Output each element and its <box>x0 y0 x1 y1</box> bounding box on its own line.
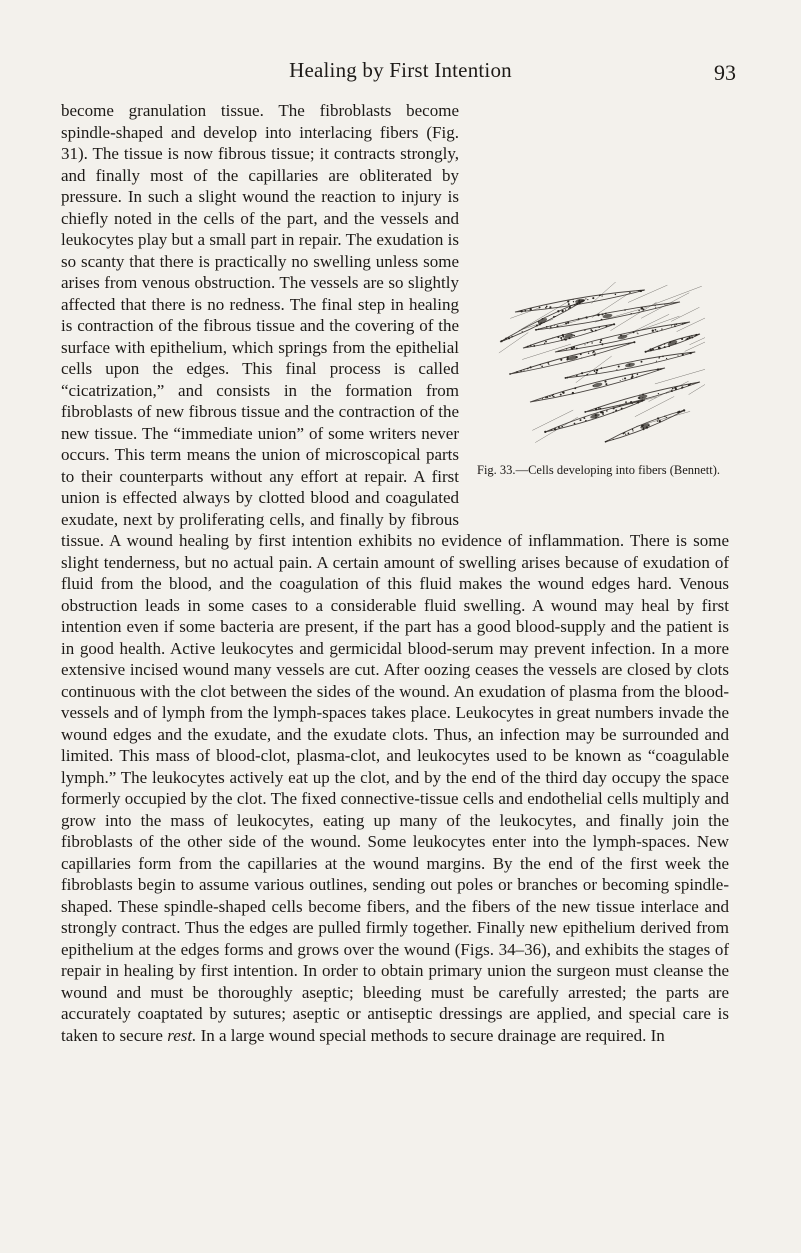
stipple-dot <box>664 346 666 348</box>
stipple-dot <box>688 336 690 338</box>
stipple-dot <box>683 409 685 411</box>
fiber-line <box>614 397 657 408</box>
stipple-dot <box>505 338 506 339</box>
stipple-dot <box>584 411 586 413</box>
stipple-dot <box>580 419 582 421</box>
stipple-dot <box>588 352 589 353</box>
stipple-dot <box>584 330 585 331</box>
stipple-dot <box>576 348 578 350</box>
stipple-dot <box>576 303 578 305</box>
stipple-dot <box>682 354 684 356</box>
stipple-dot <box>664 416 665 417</box>
stipple-dot <box>516 371 518 373</box>
stipple-dot <box>582 300 584 302</box>
stipple-dot <box>637 374 639 376</box>
stipple-dot <box>552 395 554 397</box>
stipple-dot <box>574 304 575 305</box>
stipple-dot <box>584 344 585 345</box>
stipple-dot <box>566 348 567 349</box>
stipple-dot <box>508 337 510 339</box>
stipple-dot <box>595 330 597 332</box>
fibroblast-illustration <box>495 282 705 458</box>
figure-33 <box>477 266 729 516</box>
stipple-dot <box>618 365 620 367</box>
stipple-dot <box>652 348 654 350</box>
stipple-dot <box>694 336 695 337</box>
stipple-dot <box>557 336 559 338</box>
stipple-dot <box>631 377 633 379</box>
stipple-dot <box>591 342 592 343</box>
stipple-dot <box>558 426 560 428</box>
figure-label: Fig. 33. <box>477 463 516 477</box>
fiber-line <box>535 417 578 442</box>
stipple-dot <box>656 361 657 362</box>
stipple-dot <box>633 341 635 343</box>
stipple-dot <box>551 429 552 430</box>
stipple-dot <box>624 432 626 434</box>
stipple-dot <box>560 359 562 361</box>
stipple-dot <box>605 383 607 385</box>
stipple-dot <box>616 369 617 370</box>
stipple-dot <box>640 290 642 292</box>
stipple-dot <box>522 331 523 332</box>
stipple-dot <box>540 364 541 365</box>
stipple-dot <box>691 335 692 336</box>
stipple-dot <box>666 358 667 359</box>
stipple-dot <box>642 290 643 291</box>
stipple-dot <box>527 346 529 348</box>
stipple-dot <box>587 342 589 344</box>
stipple-dot <box>500 340 502 342</box>
stipple-dot <box>661 328 662 329</box>
stipple-dot <box>563 338 565 340</box>
stipple-dot <box>657 368 658 369</box>
stipple-dot <box>560 394 562 396</box>
stipple-dot <box>638 290 640 292</box>
stipple-dot <box>682 323 684 325</box>
stipple-dot <box>548 364 549 365</box>
stipple-dot <box>600 411 602 413</box>
stipple-dot <box>650 349 652 351</box>
stipple-dot <box>674 326 676 328</box>
stipple-dot <box>694 351 695 352</box>
stipple-dot <box>677 411 679 413</box>
stipple-dot <box>593 351 595 353</box>
stipple-dot <box>690 383 691 384</box>
stipple-dot <box>562 392 563 393</box>
stipple-dot <box>546 326 547 327</box>
body-paragraph <box>61 100 729 1046</box>
stipple-dot <box>687 338 689 340</box>
stipple-dot <box>628 343 629 344</box>
stipple-dot <box>655 305 656 306</box>
stipple-dot <box>574 387 576 389</box>
stipple-dot <box>583 417 585 419</box>
stipple-dot <box>606 410 608 412</box>
stipple-dot <box>521 370 522 371</box>
stipple-dot <box>664 304 665 305</box>
stipple-dot <box>552 337 553 338</box>
stipple-dot <box>598 326 599 327</box>
stipple-dot <box>590 329 592 331</box>
stipple-dot <box>560 337 562 339</box>
stipple-dot <box>601 295 602 296</box>
stipple-dot <box>671 325 672 326</box>
stipple-dot <box>598 407 599 408</box>
stipple-dot <box>632 374 633 375</box>
running-head: Healing by First Intention <box>289 58 512 82</box>
stipple-dot <box>632 430 633 431</box>
stipple-dot <box>606 326 608 328</box>
stipple-dot <box>558 351 559 352</box>
stipple-dot <box>660 369 661 370</box>
stipple-dot <box>561 310 563 312</box>
stipple-dot <box>581 357 582 358</box>
stipple-dot <box>657 417 659 419</box>
stipple-dot <box>530 366 532 368</box>
stipple-dot <box>593 354 595 356</box>
stipple-dot <box>549 306 551 308</box>
stipple-dot <box>613 412 614 413</box>
figure-caption-text: —Cells developing into fibers (Bennett). <box>515 463 721 477</box>
stipple-dot <box>511 336 512 337</box>
stipple-dot <box>567 377 568 378</box>
fiber-line <box>522 344 571 359</box>
stipple-dot <box>520 310 522 312</box>
stipple-dot <box>555 316 556 317</box>
stipple-dot <box>662 356 664 358</box>
stipple-dot <box>585 420 587 422</box>
fiber-line <box>635 397 674 417</box>
stipple-dot <box>691 336 693 338</box>
fiber-line <box>685 330 705 351</box>
stipple-dot <box>565 377 567 379</box>
stipple-dot <box>628 432 630 434</box>
stipple-dot <box>624 309 626 311</box>
stipple-dot <box>596 369 598 371</box>
stipple-dot <box>698 334 699 335</box>
stipple-dot <box>621 408 623 410</box>
stipple-dot <box>571 347 573 349</box>
stipple-dot <box>664 343 666 345</box>
stipple-dot <box>625 401 627 403</box>
fiber-line <box>576 356 612 383</box>
stipple-dot <box>595 353 596 354</box>
stipple-dot <box>625 434 626 435</box>
stipple-dot <box>545 341 547 343</box>
stipple-dot <box>523 370 524 371</box>
emphasis-rest: rest. <box>167 1025 197 1045</box>
stipple-dot <box>652 330 654 332</box>
stipple-dot <box>573 299 574 300</box>
stipple-dot <box>544 343 545 344</box>
stipple-dot <box>605 441 607 443</box>
stipple-dot <box>620 380 621 381</box>
stipple-dot <box>601 343 603 345</box>
stipple-dot <box>572 392 574 394</box>
stipple-dot <box>681 338 683 340</box>
stipple-dot <box>636 377 637 378</box>
stipple-dot <box>655 307 656 308</box>
page-header <box>0 58 801 88</box>
body-text-main: become granulation tissue. The fibroblasts become spindle-shaped and develop into interlacing fibers (Fig. 31). The tissue is now fibrous tissue; it contracts strongly, and finally most of the capillaries are obliterated by pressure. In such a slight wound the reaction to injury is chiefly noted in the cells of the part, and the vessels and leukocytes play but a small part in repair. The exudation is so scanty that there is practically no swelling unless some arises from venous obstruction. The vessels are so slightly affected that there is no redness. The final step in healing is contraction of the fibrous tissue and the covering of the surface with epithelium, which springs from the epithelial cells upon the edges. This final process is called “cicatrization,” and consists in the formation from fibroblasts of new fibrous tissue and the contraction of the new tissue. The “immediate union” of some writers never occurs. This term means the union of microscopical parts to their counterparts without any effort at repair. A first union is effected always by clotted blood and coagulated exudate, next by proliferating cells, and finally by fibrous tissue. A wound healing by first intention exhibits no evidence of inflammation. There is some slight tenderness, but no actual pain. A certain amount of swelling arises because of exudation of fluid from the blood, and the coagulation of this fluid makes the wound edges hard. Venous obstruction leads in some cases to a considerable fluid swelling. A wound may heal by first intention even if some bacteria are present, if the part has a good blood-supply and the patient is in good health. Active leukocytes and germicidal blood-serum may prevent infection. In a more extensive incised wound many vessels are cut. After oozing ceases the vessels are closed by clots continuous with the clot between the sides of the wound. An exudation of plasma from the blood-vessels and of lymph from the lymph-spaces takes place. Leukocytes in great numbers invade the wound edges and the exudate, and the exudate clots. Thus, an infection may be surrounded and limited. This mass of blood-clot, plasma-clot, and leukocytes used to be known as “coagulable lymph.” The leukocytes actively eat up the clot, and by the end of the third day occupy the space formerly occupied by the clot. The fixed connective-tissue cells and endothelial cells multiply and grow into the mass of leukocytes, eating up many of the leukocytes, and finally join the fibroblasts of the other side of the wound. Some leukocytes enter into the lymph-spaces. New capillaries form from the capillaries at the wound margins. By the end of the first week the fibroblasts begin to assume various outlines, sending out poles or branches or becoming spindle-shaped. These spindle-shaped cells become fibers, and the fibers of the new tissue interlace and strongly contract. Thus the edges are pulled firmly together. Finally new epithelium derived from epithelium at the edges forms and grows over the wound (Figs. 34–36), and exhibits the stages of repair in healing by first intention. In order to obtain primary union the surgeon must cleanse the wound and must be thoroughly aseptic; bleeding must be carefully arrested; the parts are accurately coaptated by sutures; aseptic or antiseptic dressings are applied, and special care is taken to secure <box>61 101 729 1045</box>
fiber-line <box>654 286 702 304</box>
stipple-dot <box>530 345 532 347</box>
stipple-dot <box>668 345 670 347</box>
stipple-dot <box>625 368 626 369</box>
stipple-dot <box>684 322 685 323</box>
stipple-dot <box>553 316 555 318</box>
stipple-dot <box>557 310 559 312</box>
stipple-dot <box>568 303 570 305</box>
stipple-dot <box>594 370 596 372</box>
stipple-dot <box>604 381 606 383</box>
stipple-dot <box>595 409 596 410</box>
stipple-dot <box>681 386 683 388</box>
stipple-dot <box>527 368 528 369</box>
stipple-dot <box>677 355 678 356</box>
fiber-line <box>636 411 690 426</box>
stipple-dot <box>535 329 537 331</box>
stipple-dot <box>545 397 547 399</box>
stipple-dot <box>637 332 638 333</box>
stipple-dot <box>681 411 682 412</box>
stipple-dot <box>600 408 602 410</box>
stipple-dot <box>533 345 535 347</box>
stipple-dot <box>605 313 607 315</box>
stipple-dot <box>631 313 632 314</box>
body-text <box>61 100 729 1046</box>
stipple-dot <box>676 323 678 325</box>
body-text-end: In a large wound special methods to secure drainage are required. In <box>196 1025 665 1045</box>
stipple-dot <box>611 324 612 325</box>
stipple-dot <box>546 306 548 308</box>
stipple-dot <box>600 339 602 341</box>
stipple-dot <box>553 396 554 397</box>
fiber-line <box>677 306 705 331</box>
stipple-dot <box>688 384 690 386</box>
stipple-dot <box>530 308 532 310</box>
stipple-dot <box>510 373 511 374</box>
stipple-dot <box>639 395 640 396</box>
stipple-dot <box>538 328 540 330</box>
stipple-dot <box>573 346 575 348</box>
stipple-dot <box>606 440 607 441</box>
stipple-dot <box>637 333 638 334</box>
stipple-dot <box>561 339 563 341</box>
stipple-dot <box>685 339 686 340</box>
stipple-dot <box>580 353 582 355</box>
fiber-line <box>628 285 667 302</box>
stipple-dot <box>576 375 577 376</box>
stipple-dot <box>581 372 583 374</box>
stipple-dot <box>659 358 660 359</box>
stipple-dot <box>660 345 661 346</box>
stipple-dot <box>549 396 550 397</box>
stipple-dot <box>656 330 658 332</box>
stipple-dot <box>658 356 660 358</box>
stipple-dot <box>613 439 614 440</box>
page-number: 93 <box>714 60 736 85</box>
stipple-dot <box>659 347 661 349</box>
fiber-line <box>532 410 573 430</box>
stipple-dot <box>658 393 659 394</box>
stipple-dot <box>525 310 526 311</box>
stipple-dot <box>573 301 574 302</box>
stipple-dot <box>554 325 555 326</box>
fiber-line <box>641 293 689 319</box>
stipple-dot <box>541 366 543 368</box>
stipple-dot <box>645 351 647 353</box>
stipple-dot <box>592 297 594 299</box>
stipple-dot <box>562 334 564 336</box>
fiber-line <box>499 333 528 354</box>
stipple-dot <box>547 396 549 398</box>
stipple-dot <box>624 377 626 379</box>
stipple-dot <box>601 367 603 369</box>
stipple-dot <box>689 352 691 354</box>
stipple-dot <box>595 372 597 374</box>
stipple-dot <box>632 429 633 430</box>
stipple-dot <box>601 313 603 315</box>
stipple-dot <box>550 326 552 328</box>
stipple-dot <box>655 329 657 331</box>
stipple-dot <box>615 294 617 296</box>
stipple-dot <box>613 324 614 325</box>
stipple-dot <box>574 423 576 425</box>
stipple-dot <box>585 298 586 299</box>
stipple-dot <box>641 361 643 363</box>
stipple-dot <box>622 379 623 380</box>
stipple-dot <box>547 362 549 364</box>
stipple-dot <box>698 382 699 383</box>
stipple-dot <box>659 420 661 422</box>
stipple-dot <box>544 431 546 433</box>
stipple-dot <box>674 324 675 325</box>
stipple-dot <box>542 398 543 399</box>
stipple-dot <box>565 309 566 310</box>
stipple-dot <box>545 307 546 308</box>
stipple-dot <box>503 339 504 340</box>
stipple-dot <box>587 299 588 300</box>
stipple-dot <box>615 409 617 411</box>
stipple-dot <box>569 306 571 308</box>
stipple-dot <box>568 308 569 309</box>
figure-caption <box>477 462 729 478</box>
stipple-dot <box>638 310 639 311</box>
stipple-dot <box>553 394 554 395</box>
fiber-line <box>655 369 705 384</box>
stipple-dot <box>578 302 580 304</box>
fiber-line <box>671 307 699 321</box>
stipple-dot <box>600 341 602 343</box>
